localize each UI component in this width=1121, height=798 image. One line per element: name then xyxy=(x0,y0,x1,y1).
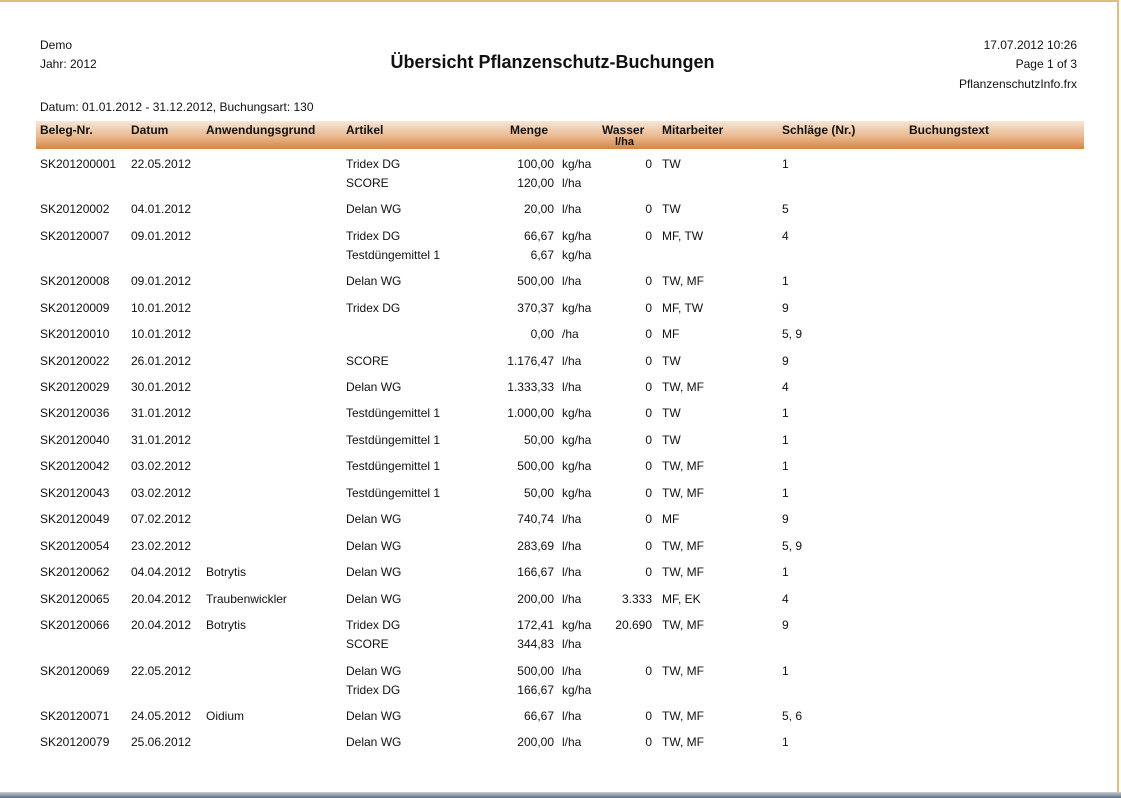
artikel-cell: Testdüngemittel 1 xyxy=(346,486,441,500)
artikel-cell: Tridex DG xyxy=(346,229,401,243)
artikel-cell: Delan WG xyxy=(346,664,402,678)
beleg-nr-cell: SK20120065 xyxy=(40,592,110,606)
beleg-nr-cell: SK20120029 xyxy=(40,380,110,394)
company-name: Demo xyxy=(40,38,73,52)
einheit-cell: l/ha xyxy=(562,592,582,606)
schlaege-cell: 9 xyxy=(782,618,789,632)
menge-cell: 500,00 xyxy=(517,459,554,473)
schlaege-cell: 1 xyxy=(782,157,789,171)
einheit-cell: l/ha xyxy=(562,735,582,749)
mitarbeiter-cell: TW, MF xyxy=(662,459,704,473)
anwendungsgrund-cell: Oidium xyxy=(206,709,245,723)
menge-cell: 1.176,47 xyxy=(507,354,554,368)
datum-cell: 31.01.2012 xyxy=(131,433,192,447)
einheit-cell: l/ha xyxy=(562,512,582,526)
article-line xyxy=(0,354,1121,370)
datum-cell: 22.05.2012 xyxy=(131,157,192,171)
col-header-schlaege: Schläge (Nr.) xyxy=(782,123,856,137)
einheit-cell: kg/ha xyxy=(562,683,592,697)
einheit-cell: l/ha xyxy=(562,354,582,368)
artikel-cell: Delan WG xyxy=(346,274,402,288)
schlaege-cell: 9 xyxy=(782,301,789,315)
wasser-cell: 0 xyxy=(645,354,652,368)
mitarbeiter-cell: TW xyxy=(662,157,681,171)
col-header-wasser-unit: l/ha xyxy=(615,136,634,148)
beleg-nr-cell: SK20120079 xyxy=(40,735,110,749)
wasser-cell: 0 xyxy=(645,664,652,678)
beleg-nr-cell: SK20120009 xyxy=(40,301,110,315)
einheit-cell: l/ha xyxy=(562,380,582,394)
col-header-mitarbeiter: Mitarbeiter xyxy=(662,123,724,137)
schlaege-cell: 1 xyxy=(782,735,789,749)
menge-cell: 500,00 xyxy=(517,664,554,678)
einheit-cell: l/ha xyxy=(562,664,582,678)
menge-cell: 66,67 xyxy=(523,709,554,723)
wasser-cell: 0 xyxy=(645,735,652,749)
article-line xyxy=(0,486,1121,502)
beleg-nr-cell: SK20120007 xyxy=(40,229,110,243)
artikel-cell: Delan WG xyxy=(346,202,402,216)
datum-cell: 04.04.2012 xyxy=(131,565,192,579)
article-line xyxy=(0,709,1121,725)
menge-cell: 344,83 xyxy=(517,637,554,651)
schlaege-cell: 1 xyxy=(782,274,789,288)
einheit-cell: kg/ha xyxy=(562,248,592,262)
mitarbeiter-cell: TW, MF xyxy=(662,539,704,553)
artikel-cell: Delan WG xyxy=(346,735,402,749)
mitarbeiter-cell: MF, EK xyxy=(662,592,701,606)
schlaege-cell: 4 xyxy=(782,592,789,606)
print-datetime: 17.07.2012 10:26 xyxy=(983,38,1077,52)
mitarbeiter-cell: TW xyxy=(662,406,681,420)
beleg-nr-cell: SK20120022 xyxy=(40,354,110,368)
menge-cell: 370,37 xyxy=(517,301,554,315)
beleg-nr-cell: SK20120042 xyxy=(40,459,110,473)
artikel-cell: Delan WG xyxy=(346,512,402,526)
article-line xyxy=(0,176,1121,192)
schlaege-cell: 5 xyxy=(782,202,789,216)
schlaege-cell: 5, 9 xyxy=(782,327,803,341)
article-line xyxy=(0,157,1121,173)
wasser-cell: 0 xyxy=(645,433,652,447)
schlaege-cell: 1 xyxy=(782,433,789,447)
mitarbeiter-cell: TW xyxy=(662,354,681,368)
beleg-nr-cell: SK20120071 xyxy=(40,709,110,723)
report-file-name: PflanzenschutzInfo.frx xyxy=(958,77,1077,91)
page-number: Page 1 of 3 xyxy=(1015,57,1077,71)
datum-cell: 10.01.2012 xyxy=(131,327,192,341)
einheit-cell: kg/ha xyxy=(562,229,592,243)
mitarbeiter-cell: TW, MF xyxy=(662,274,704,288)
menge-cell: 200,00 xyxy=(517,592,554,606)
artikel-cell: Delan WG xyxy=(346,539,402,553)
mitarbeiter-cell: MF, TW xyxy=(662,229,704,243)
einheit-cell: l/ha xyxy=(562,274,582,288)
schlaege-cell: 9 xyxy=(782,354,789,368)
artikel-cell: Delan WG xyxy=(346,592,402,606)
beleg-nr-cell: SK20120010 xyxy=(40,327,110,341)
einheit-cell: l/ha xyxy=(562,637,582,651)
artikel-cell: Tridex DG xyxy=(346,301,401,315)
datum-cell: 09.01.2012 xyxy=(131,229,192,243)
beleg-nr-cell: SK20120062 xyxy=(40,565,110,579)
einheit-cell: l/ha xyxy=(562,539,582,553)
menge-cell: 166,67 xyxy=(517,565,554,579)
table-header xyxy=(36,121,1084,149)
beleg-nr-cell: SK20120069 xyxy=(40,664,110,678)
artikel-cell: SCORE xyxy=(346,637,389,651)
artikel-cell: Testdüngemittel 1 xyxy=(346,248,441,262)
wasser-cell: 0 xyxy=(645,459,652,473)
article-line xyxy=(0,229,1121,245)
datum-cell: 20.04.2012 xyxy=(131,618,192,632)
artikel-cell: Delan WG xyxy=(346,380,402,394)
window-bottom-edge xyxy=(0,792,1121,798)
datum-cell: 03.02.2012 xyxy=(131,486,192,500)
anwendungsgrund-cell: Traubenwickler xyxy=(206,592,287,606)
col-header-artikel: Artikel xyxy=(346,123,384,137)
mitarbeiter-cell: TW, MF xyxy=(662,565,704,579)
datum-cell: 09.01.2012 xyxy=(131,274,192,288)
wasser-cell: 0 xyxy=(645,709,652,723)
wasser-cell: 0 xyxy=(645,327,652,341)
beleg-nr-cell: SK20120002 xyxy=(40,202,110,216)
artikel-cell: SCORE xyxy=(346,176,389,190)
datum-cell: 31.01.2012 xyxy=(131,406,192,420)
artikel-cell: Testdüngemittel 1 xyxy=(346,433,441,447)
menge-cell: 172,41 xyxy=(517,618,554,632)
menge-cell: 283,69 xyxy=(517,539,554,553)
mitarbeiter-cell: TW xyxy=(662,433,681,447)
article-line xyxy=(0,512,1121,528)
menge-cell: 740,74 xyxy=(517,512,554,526)
menge-cell: 50,00 xyxy=(523,486,554,500)
menge-cell: 100,00 xyxy=(517,157,554,171)
schlaege-cell: 4 xyxy=(782,229,789,243)
beleg-nr-cell: SK20120043 xyxy=(40,486,110,500)
schlaege-cell: 9 xyxy=(782,512,789,526)
artikel-cell: Tridex DG xyxy=(346,618,401,632)
article-line xyxy=(0,565,1121,581)
wasser-cell: 0 xyxy=(645,512,652,526)
artikel-cell: SCORE xyxy=(346,354,389,368)
artikel-cell: Delan WG xyxy=(346,565,402,579)
mitarbeiter-cell: TW, MF xyxy=(662,735,704,749)
schlaege-cell: 5, 9 xyxy=(782,539,803,553)
artikel-cell: Delan WG xyxy=(346,709,402,723)
schlaege-cell: 1 xyxy=(782,664,789,678)
menge-cell: 500,00 xyxy=(517,274,554,288)
schlaege-cell: 5, 6 xyxy=(782,709,803,723)
mitarbeiter-cell: TW, MF xyxy=(662,709,704,723)
menge-cell: 66,67 xyxy=(523,229,554,243)
einheit-cell: l/ha xyxy=(562,709,582,723)
beleg-nr-cell: SK20120036 xyxy=(40,406,110,420)
einheit-cell: kg/ha xyxy=(562,433,592,447)
anwendungsgrund-cell: Botrytis xyxy=(206,618,247,632)
datum-cell: 07.02.2012 xyxy=(131,512,192,526)
artikel-cell: Tridex DG xyxy=(346,683,401,697)
article-line xyxy=(0,539,1121,555)
mitarbeiter-cell: MF xyxy=(662,512,680,526)
col-header-beleg: Beleg-Nr. xyxy=(40,123,93,137)
col-header-buchungstext: Buchungstext xyxy=(909,123,990,137)
schlaege-cell: 1 xyxy=(782,406,789,420)
col-header-datum: Datum xyxy=(131,123,169,137)
datum-cell: 26.01.2012 xyxy=(131,354,192,368)
article-line xyxy=(0,380,1121,396)
article-line xyxy=(0,248,1121,264)
beleg-nr-cell: SK20120054 xyxy=(40,539,110,553)
datum-cell: 30.01.2012 xyxy=(131,380,192,394)
article-line xyxy=(0,406,1121,422)
mitarbeiter-cell: MF xyxy=(662,327,680,341)
article-line xyxy=(0,735,1121,751)
mitarbeiter-cell: TW, MF xyxy=(662,618,704,632)
menge-cell: 1.333,33 xyxy=(507,380,554,394)
wasser-cell: 0 xyxy=(645,301,652,315)
datum-cell: 25.06.2012 xyxy=(131,735,192,749)
datum-cell: 03.02.2012 xyxy=(131,459,192,473)
year-label: Jahr: 2012 xyxy=(40,57,97,71)
schlaege-cell: 1 xyxy=(782,565,789,579)
filter-criteria: Datum: 01.01.2012 - 31.12.2012, Buchungsart: 130 xyxy=(40,100,314,114)
artikel-cell: Testdüngemittel 1 xyxy=(346,406,441,420)
beleg-nr-cell: SK20120049 xyxy=(40,512,110,526)
menge-cell: 20,00 xyxy=(523,202,554,216)
wasser-cell: 0 xyxy=(645,380,652,394)
article-line xyxy=(0,301,1121,317)
wasser-cell: 0 xyxy=(645,539,652,553)
artikel-cell: Tridex DG xyxy=(346,157,401,171)
mitarbeiter-cell: MF, TW xyxy=(662,301,704,315)
einheit-cell: /ha xyxy=(562,327,579,341)
einheit-cell: kg/ha xyxy=(562,301,592,315)
col-header-menge: Menge xyxy=(510,123,549,137)
anwendungsgrund-cell: Botrytis xyxy=(206,565,247,579)
wasser-cell: 20.690 xyxy=(615,618,652,632)
schlaege-cell: 4 xyxy=(782,380,789,394)
datum-cell: 23.02.2012 xyxy=(131,539,192,553)
datum-cell: 10.01.2012 xyxy=(131,301,192,315)
article-line xyxy=(0,433,1121,449)
datum-cell: 24.05.2012 xyxy=(131,709,192,723)
beleg-nr-cell: SK20120040 xyxy=(40,433,110,447)
mitarbeiter-cell: TW xyxy=(662,202,681,216)
datum-cell: 04.01.2012 xyxy=(131,202,192,216)
report-title: Übersicht Pflanzenschutz-Buchungen xyxy=(390,52,715,72)
wasser-cell: 0 xyxy=(645,202,652,216)
article-line xyxy=(0,274,1121,290)
article-line xyxy=(0,459,1121,475)
einheit-cell: kg/ha xyxy=(562,406,592,420)
einheit-cell: l/ha xyxy=(562,202,582,216)
beleg-nr-cell: SK20120008 xyxy=(40,274,110,288)
col-header-wasser: Wasser xyxy=(602,123,645,137)
schlaege-cell: 1 xyxy=(782,486,789,500)
einheit-cell: kg/ha xyxy=(562,486,592,500)
wasser-cell: 3.333 xyxy=(621,592,652,606)
beleg-nr-cell: SK201200001 xyxy=(40,157,117,171)
article-line xyxy=(0,592,1121,608)
menge-cell: 166,67 xyxy=(517,683,554,697)
menge-cell: 200,00 xyxy=(517,735,554,749)
menge-cell: 50,00 xyxy=(523,433,554,447)
article-line xyxy=(0,637,1121,653)
article-line xyxy=(0,664,1121,680)
wasser-cell: 0 xyxy=(645,229,652,243)
menge-cell: 0,00 xyxy=(530,327,554,341)
menge-cell: 1.000,00 xyxy=(507,406,554,420)
einheit-cell: kg/ha xyxy=(562,157,592,171)
article-line xyxy=(0,202,1121,218)
mitarbeiter-cell: TW, MF xyxy=(662,486,704,500)
wasser-cell: 0 xyxy=(645,486,652,500)
menge-cell: 120,00 xyxy=(517,176,554,190)
article-line xyxy=(0,683,1121,699)
menge-cell: 6,67 xyxy=(530,248,554,262)
datum-cell: 22.05.2012 xyxy=(131,664,192,678)
einheit-cell: kg/ha xyxy=(562,459,592,473)
mitarbeiter-cell: TW, MF xyxy=(662,664,704,678)
einheit-cell: kg/ha xyxy=(562,618,592,632)
einheit-cell: l/ha xyxy=(562,176,582,190)
mitarbeiter-cell: TW, MF xyxy=(662,380,704,394)
article-line xyxy=(0,327,1121,343)
schlaege-cell: 1 xyxy=(782,459,789,473)
article-line xyxy=(0,618,1121,634)
einheit-cell: l/ha xyxy=(562,565,582,579)
beleg-nr-cell: SK20120066 xyxy=(40,618,110,632)
wasser-cell: 0 xyxy=(645,157,652,171)
artikel-cell: Testdüngemittel 1 xyxy=(346,459,441,473)
datum-cell: 20.04.2012 xyxy=(131,592,192,606)
wasser-cell: 0 xyxy=(645,274,652,288)
wasser-cell: 0 xyxy=(645,565,652,579)
wasser-cell: 0 xyxy=(645,406,652,420)
col-header-anwendungsgrund: Anwendungsgrund xyxy=(206,123,316,137)
